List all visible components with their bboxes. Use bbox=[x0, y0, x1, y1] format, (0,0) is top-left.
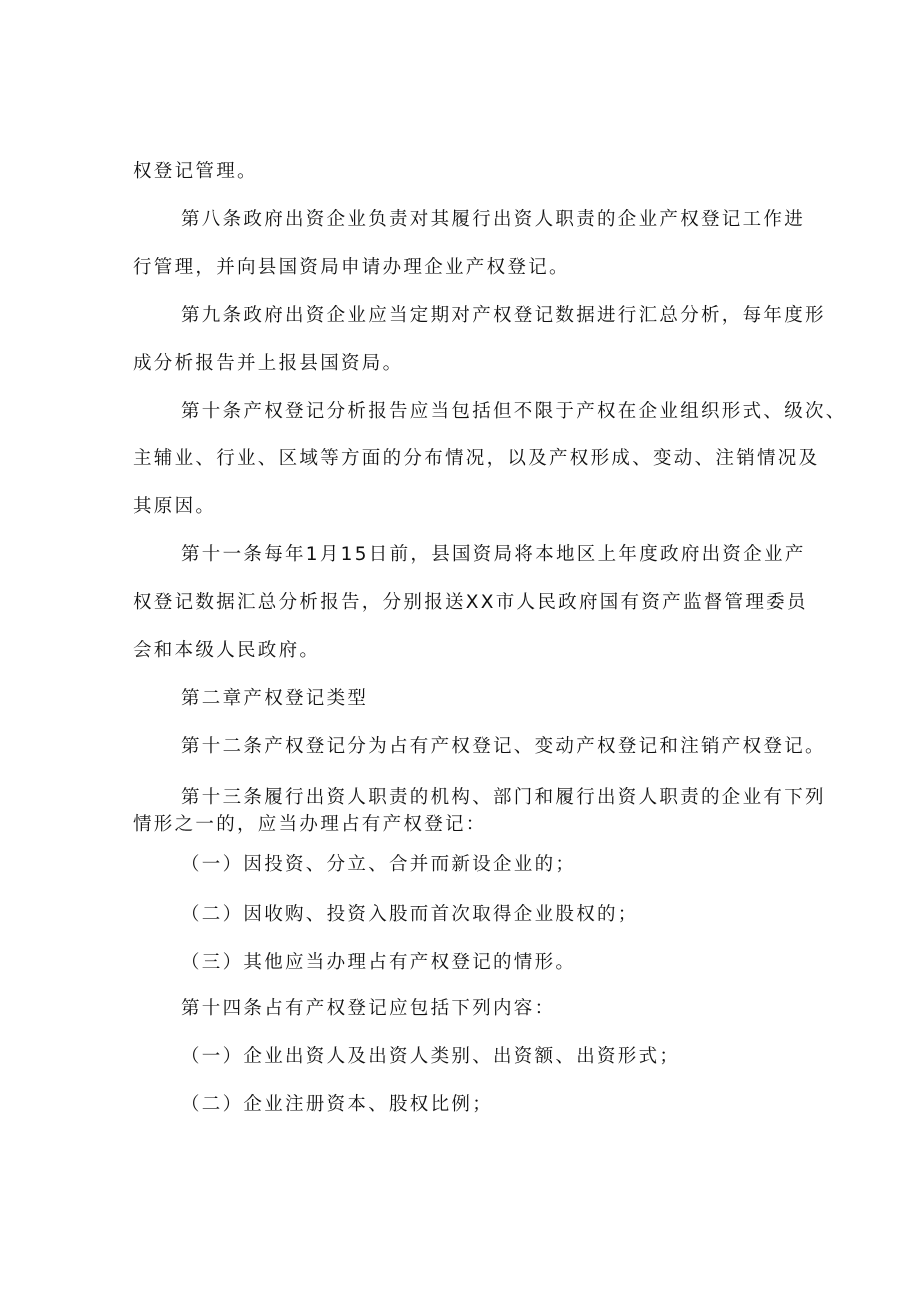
list-item: （二）企业注册资本、股权比例； bbox=[181, 1094, 494, 1115]
text-line: 情形之一的，应当办理占有产权登记： bbox=[133, 814, 487, 835]
chapter-heading: 第二章产权登记类型 bbox=[181, 688, 369, 709]
text-line: 权登记数据汇总分析报告，分别报送XX市人民政府国有资产监督管理委员 bbox=[133, 592, 808, 613]
list-item: （三）其他应当办理占有产权登记的情形。 bbox=[181, 952, 577, 973]
text-line: 其原因。 bbox=[133, 496, 217, 517]
text-line: 第十一条每年1月15日前，县国资局将本地区上年度政府出资企业产 bbox=[181, 544, 806, 565]
text-line: 权登记管理。 bbox=[133, 161, 258, 182]
list-item: （一）企业出资人及出资人类别、出资额、出资形式； bbox=[181, 1046, 681, 1067]
text-line: 第八条政府出资企业负责对其履行出资人职责的企业产权登记工作进 bbox=[181, 209, 806, 230]
text-line: 成分析报告并上报县国资局。 bbox=[133, 353, 404, 374]
text-line: 第十三条履行出资人职责的机构、部门和履行出资人职责的企业有下列 bbox=[181, 787, 826, 808]
text-line: 行管理，并向县国资局申请办理企业产权登记。 bbox=[133, 257, 570, 278]
text-line: 主辅业、行业、区域等方面的分布情况，以及产权形成、变动、注销情况及 bbox=[133, 448, 820, 469]
text-line: 第十二条产权登记分为占有产权登记、变动产权登记和注销产权登记。 bbox=[181, 736, 826, 757]
text-line: 会和本级人民政府。 bbox=[133, 640, 321, 661]
text-line: 第十条产权登记分析报告应当包括但不限于产权在企业组织形式、级次、 bbox=[181, 401, 847, 422]
text-line: 第十四条占有产权登记应包括下列内容： bbox=[181, 998, 556, 1019]
text-line: 第九条政府出资企业应当定期对产权登记数据进行汇总分析，每年度形 bbox=[181, 305, 826, 326]
list-item: （一）因投资、分立、合并而新设企业的； bbox=[181, 854, 577, 875]
list-item: （二）因收购、投资入股而首次取得企业股权的； bbox=[181, 904, 639, 925]
